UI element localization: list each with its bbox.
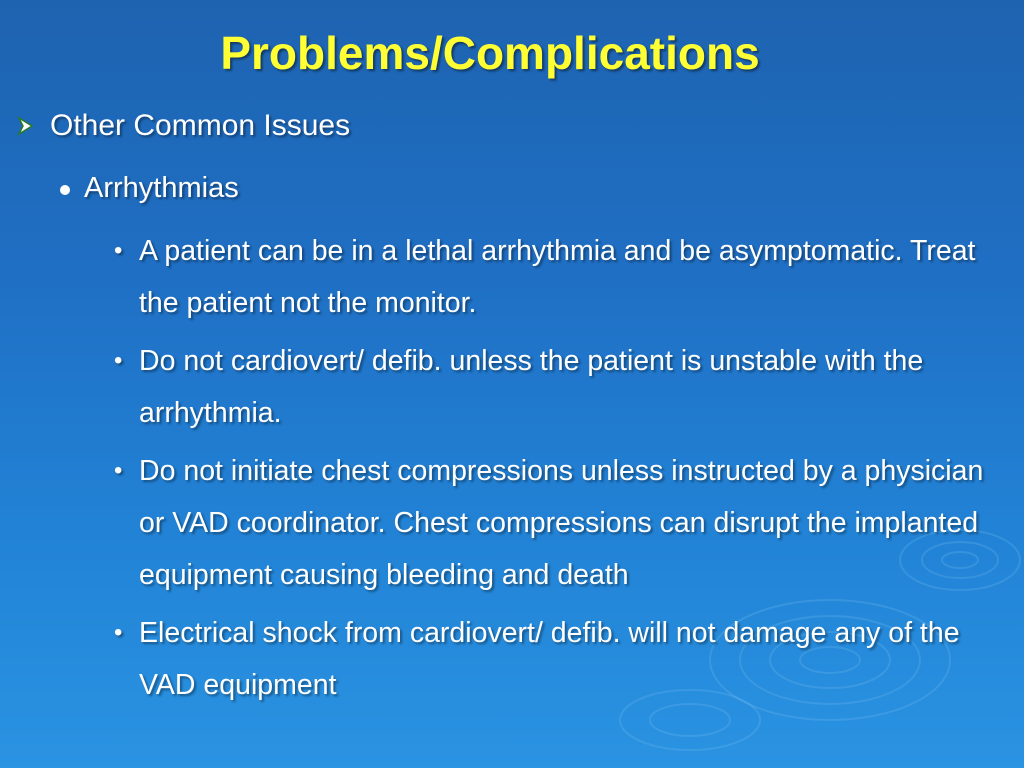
bullet-level2-text: Arrhythmias (84, 172, 239, 204)
arrow-bullet-icon (14, 115, 36, 137)
round-bullet-icon (60, 185, 70, 195)
list-item (112, 607, 1012, 711)
bullet-level1 (12, 106, 350, 146)
list-item-text: Do not initiate chest compressions unless instructed by a physician or VAD coordinator. Chest compressions can disrupt the implanted equipment causing bleeding and death (139, 455, 984, 591)
bullet-level1-text: Other Common Issues (50, 109, 351, 142)
small-bullet-icon: • (114, 347, 123, 374)
small-bullet-icon: • (114, 457, 123, 484)
slide-title: Problems/Complications (220, 27, 760, 79)
list-item (112, 225, 1012, 329)
small-bullet-icon: • (114, 237, 123, 264)
list-item (112, 335, 1012, 439)
bullet-level2 (60, 168, 239, 208)
small-bullet-icon: • (114, 619, 123, 646)
bullet-level3-list (112, 225, 1012, 717)
list-item-text: A patient can be in a lethal arrhythmia and be asymptomatic. Treat the patient not the monitor. (139, 235, 976, 319)
list-item-text: Do not cardiovert/ defib. unless the patient is unstable with the arrhythmia. (139, 345, 924, 429)
list-item (112, 445, 1012, 601)
list-item-text: Electrical shock from cardiovert/ defib. will not damage any of the VAD equipment (139, 617, 960, 701)
